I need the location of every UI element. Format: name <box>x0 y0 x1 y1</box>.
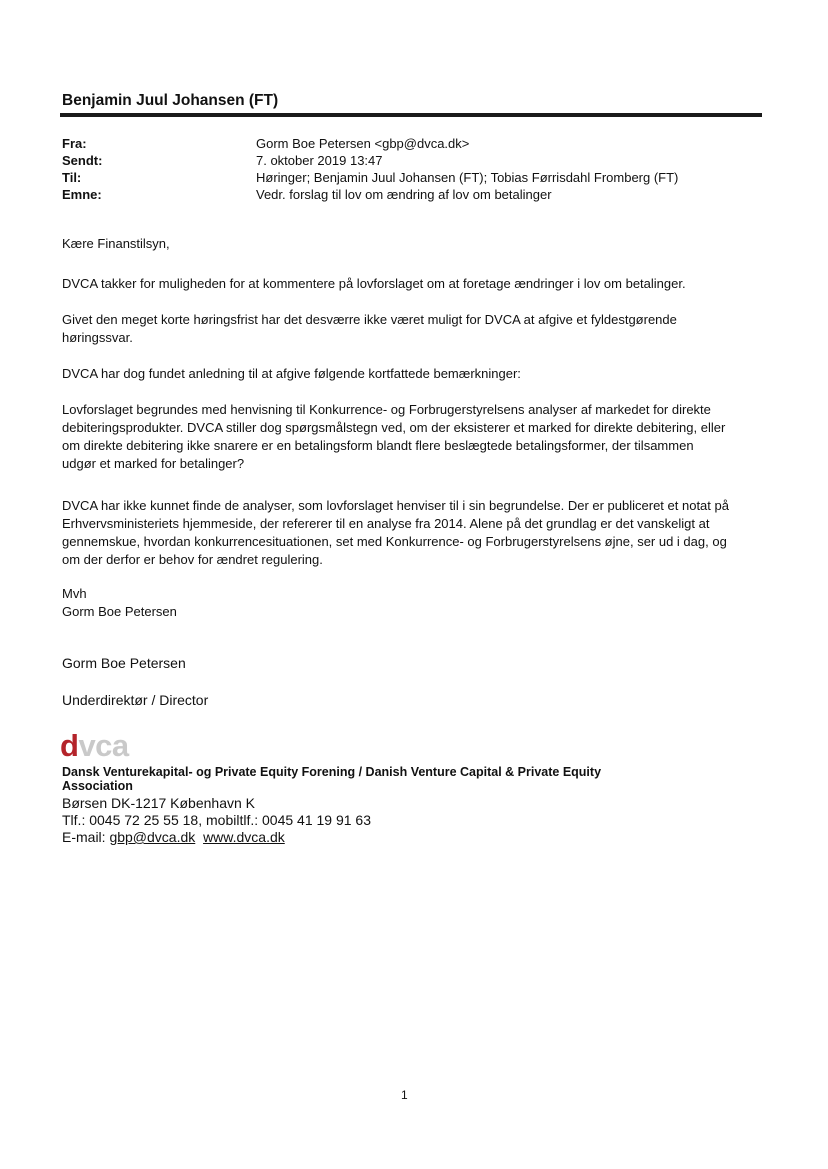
header-rule <box>60 113 762 117</box>
from-label: Fra: <box>62 136 87 151</box>
paragraph-4-line: Lovforslaget begrundes med henvisning til Konkurrence- og Forbrugerstyrelsens analyser af markedet for direkte <box>62 402 711 417</box>
subject-label: Emne: <box>62 187 102 202</box>
email-link[interactable]: gbp@dvca.dk <box>109 829 196 845</box>
closing: Mvh <box>62 586 87 601</box>
logo-letter-d: d <box>60 728 79 763</box>
paragraph-5-line: gennemskue, hvordan konkurrencesituationen, set med Konkurrence- og Forbrugerstyrelsens øjne, ser ud i dag, og <box>62 534 727 549</box>
sent-value: 7. oktober 2019 13:47 <box>256 153 383 168</box>
organization-name-cont: Association <box>62 779 133 793</box>
email-label: E-mail: <box>62 829 110 845</box>
to-label: Til: <box>62 170 82 185</box>
from-value: Gorm Boe Petersen <gbp@dvca.dk> <box>256 136 470 151</box>
paragraph-3: DVCA har dog fundet anledning til at afgive følgende kortfattede bemærkninger: <box>62 366 521 381</box>
signature-title: Underdirektør / Director <box>62 692 209 708</box>
dvca-logo <box>60 728 129 764</box>
paragraph-4-line: om direkte debitering ikke snarere er en betalingsform blandt flere beslægtede betalingsformer, der tilsammen <box>62 438 694 453</box>
paragraph-1: DVCA takker for muligheden for at kommentere på lovforslaget om at foretage ændringer i lov om betalinger. <box>62 276 686 291</box>
greeting: Kære Finanstilsyn, <box>62 236 170 251</box>
paragraph-5 <box>62 497 762 569</box>
organization-name: Dansk Venturekapital- og Private Equity Forening / Danish Venture Capital & Private Equity <box>62 765 602 779</box>
closing-name: Gorm Boe Petersen <box>62 604 177 619</box>
paragraph-2 <box>62 311 762 347</box>
signature-name: Gorm Boe Petersen <box>62 655 186 671</box>
paragraph-5-line: om der derfor er behov for ændret regulering. <box>62 552 323 567</box>
to-value: Høringer; Benjamin Juul Johansen (FT); Tobias Førrisdahl Fromberg (FT) <box>256 170 679 185</box>
subject-value: Vedr. forslag til lov om ændring af lov om betalinger <box>256 187 552 202</box>
page-number: 1 <box>401 1088 408 1102</box>
paragraph-4-line: udgør et marked for betalinger? <box>62 456 245 471</box>
paragraph-2-line: høringssvar. <box>62 330 133 345</box>
phone: Tlf.: 0045 72 25 55 18, mobiltlf.: 0045 41 19 91 63 <box>62 812 371 828</box>
paragraph-2-line: Givet den meget korte høringsfrist har det desværre ikke været muligt for DVCA at afgive et fyldestgørende <box>62 312 677 327</box>
address: Børsen DK-1217 København K <box>62 795 255 811</box>
paragraph-4 <box>62 401 762 473</box>
mailbox-owner: Benjamin Juul Johansen (FT) <box>62 92 279 109</box>
paragraph-5-line: Erhvervsministeriets hjemmeside, der refererer til en analyse fra 2014. Alene på det grundlag er det vanskeligt at <box>62 516 710 531</box>
paragraph-5-line: DVCA har ikke kunnet finde de analyser, som lovforslaget henviser til i sin begrundelse. Der er publiceret et notat på <box>62 498 729 513</box>
logo-letters-vca: vca <box>78 728 129 763</box>
paragraph-4-line: debiteringsprodukter. DVCA stiller dog spørgsmålstegn ved, om der eksisterer et marked for direkte debitering, eller <box>62 420 726 435</box>
sent-label: Sendt: <box>62 153 103 168</box>
email-line <box>62 829 285 845</box>
website-link[interactable]: www.dvca.dk <box>203 829 285 845</box>
